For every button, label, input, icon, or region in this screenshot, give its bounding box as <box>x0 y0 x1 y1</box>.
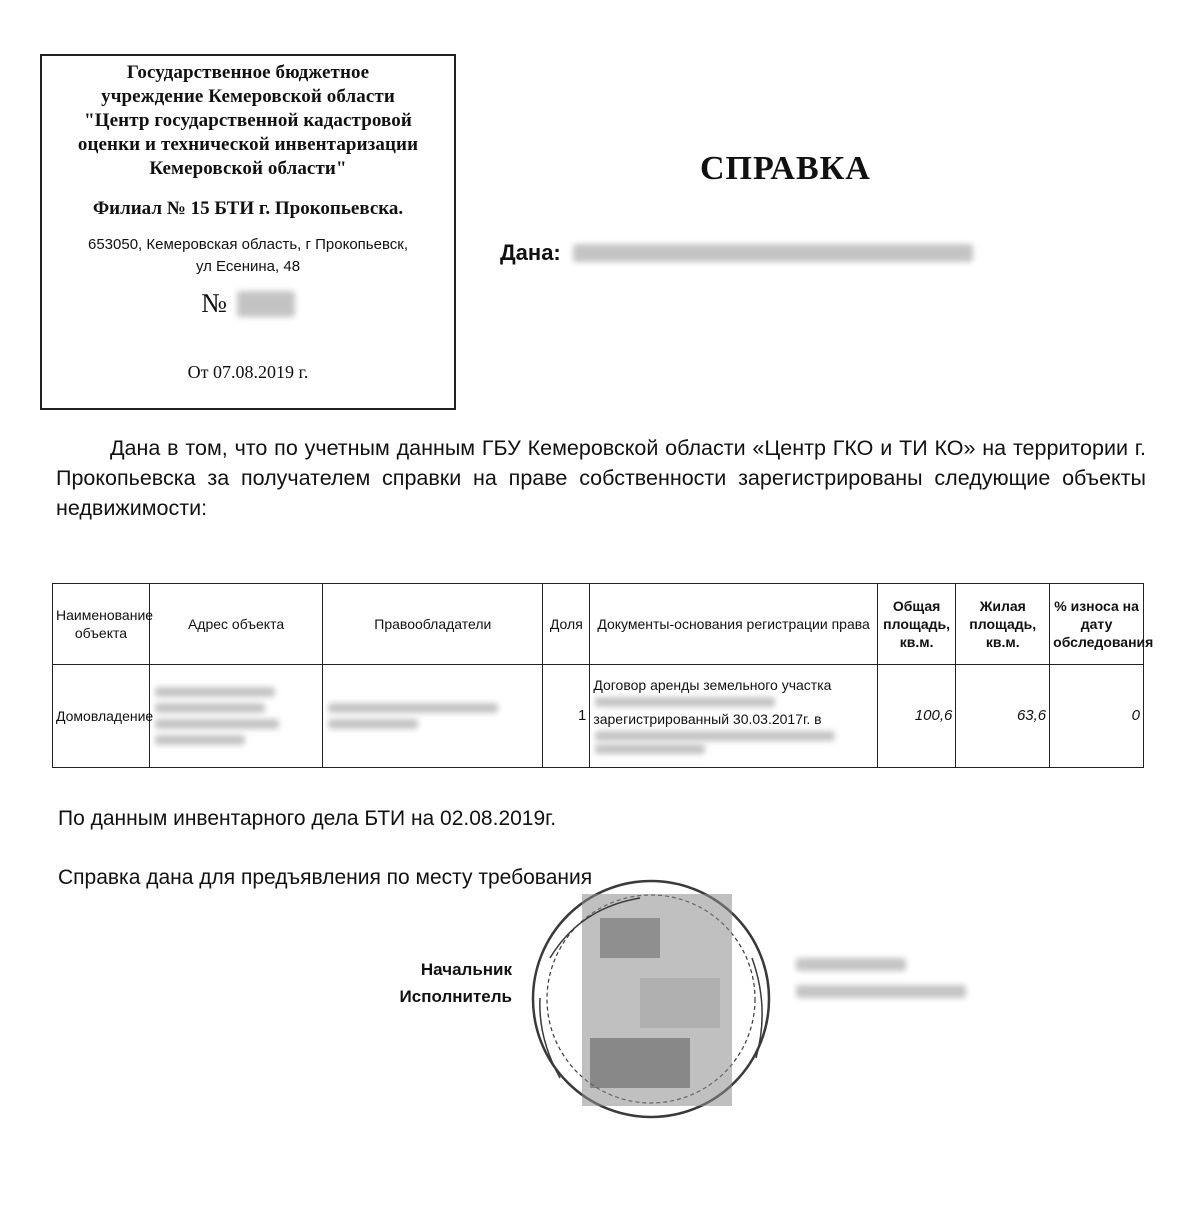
cell-share: 1 <box>543 665 590 768</box>
chief-label: Начальник <box>420 960 512 979</box>
number-label: № <box>201 288 227 318</box>
header-total-area: Общая площадь, кв.м. <box>877 584 956 665</box>
issue-date: От 07.08.2019 г. <box>187 362 309 382</box>
purpose-note: Справка дана для предъявления по месту требования <box>58 866 593 889</box>
cell-documents <box>590 665 878 768</box>
stamp-redaction <box>600 918 660 958</box>
document-title: СПРАВКА <box>700 150 871 187</box>
given-to-label: Дана: <box>500 240 561 265</box>
redacted-text <box>328 719 418 729</box>
table-row <box>53 665 1144 768</box>
redacted-executor-name <box>796 985 966 998</box>
redacted-text <box>155 703 265 713</box>
signature-labels <box>360 956 512 1010</box>
redacted-text <box>595 697 775 707</box>
redacted-number <box>237 291 295 317</box>
header-address: Адрес объекта <box>149 584 322 665</box>
cell-address-redacted <box>149 665 322 768</box>
header-living-area: Жилая площадь, кв.м. <box>956 584 1050 665</box>
real-estate-table <box>52 583 1154 768</box>
inventory-note: По данным инвентарного дела БТИ на 02.08.2019г. <box>58 807 557 830</box>
header-object-name: Наименование объекта <box>53 584 150 665</box>
redacted-text <box>595 731 835 741</box>
branch-address: 653050, Кемеровская область, г Прокопьевск, ул Есенина, 48 <box>88 236 408 275</box>
header-owners: Правообладатели <box>323 584 543 665</box>
document-text-line: Договор аренды земельного участка <box>593 676 832 693</box>
org-line: "Центр государственной кадастровой <box>84 110 412 131</box>
stamp-redaction <box>640 978 720 1028</box>
cell-living-area: 63,6 <box>956 665 1050 768</box>
header-share: Доля <box>543 584 590 665</box>
document-number <box>42 288 454 319</box>
official-stamp <box>520 868 782 1130</box>
stamp-arc-text <box>540 998 560 1078</box>
header-wear: % износа на дату обследования <box>1050 584 1144 665</box>
body-paragraph: Дана в том, что по учетным данным ГБУ Кемеровской области «Центр ГКО и ТИ КО» на территории г. Прокопьевска за получателем справки на праве собственности зарегистрированы следующие объекты недвижимости: <box>56 436 1146 520</box>
header-box <box>40 54 456 410</box>
executor-label: Исполнитель <box>399 987 512 1006</box>
table-header-row <box>53 584 1144 665</box>
redacted-text <box>155 687 275 697</box>
redacted-text <box>328 703 498 713</box>
document-text-line: зарегистрированный 30.03.2017г. в <box>593 710 822 727</box>
org-line: Государственное бюджетное <box>126 62 370 83</box>
given-to-line <box>500 240 973 266</box>
cell-total-area: 100,6 <box>877 665 956 768</box>
redacted-chief-name <box>796 958 906 971</box>
redacted-text <box>155 735 245 745</box>
redacted-text <box>155 719 279 729</box>
redacted-text <box>595 744 705 754</box>
signature-names <box>796 958 966 1012</box>
header-documents: Документы-основания регистрации права <box>590 584 878 665</box>
cell-object-name: Домовладение <box>53 665 150 768</box>
org-line: оценки и технической инвентаризации <box>77 134 419 155</box>
organization-name <box>42 61 454 181</box>
org-line: учреждение Кемеровской области <box>101 86 395 107</box>
cell-owners-redacted <box>323 665 543 768</box>
org-line: Кемеровской области" <box>149 158 347 179</box>
cell-wear: 0 <box>1050 665 1144 768</box>
branch-name: Филиал № 15 БТИ г. Прокопьевска. <box>92 198 404 219</box>
stamp-redaction <box>590 1038 690 1088</box>
redacted-recipient-name <box>573 244 973 262</box>
